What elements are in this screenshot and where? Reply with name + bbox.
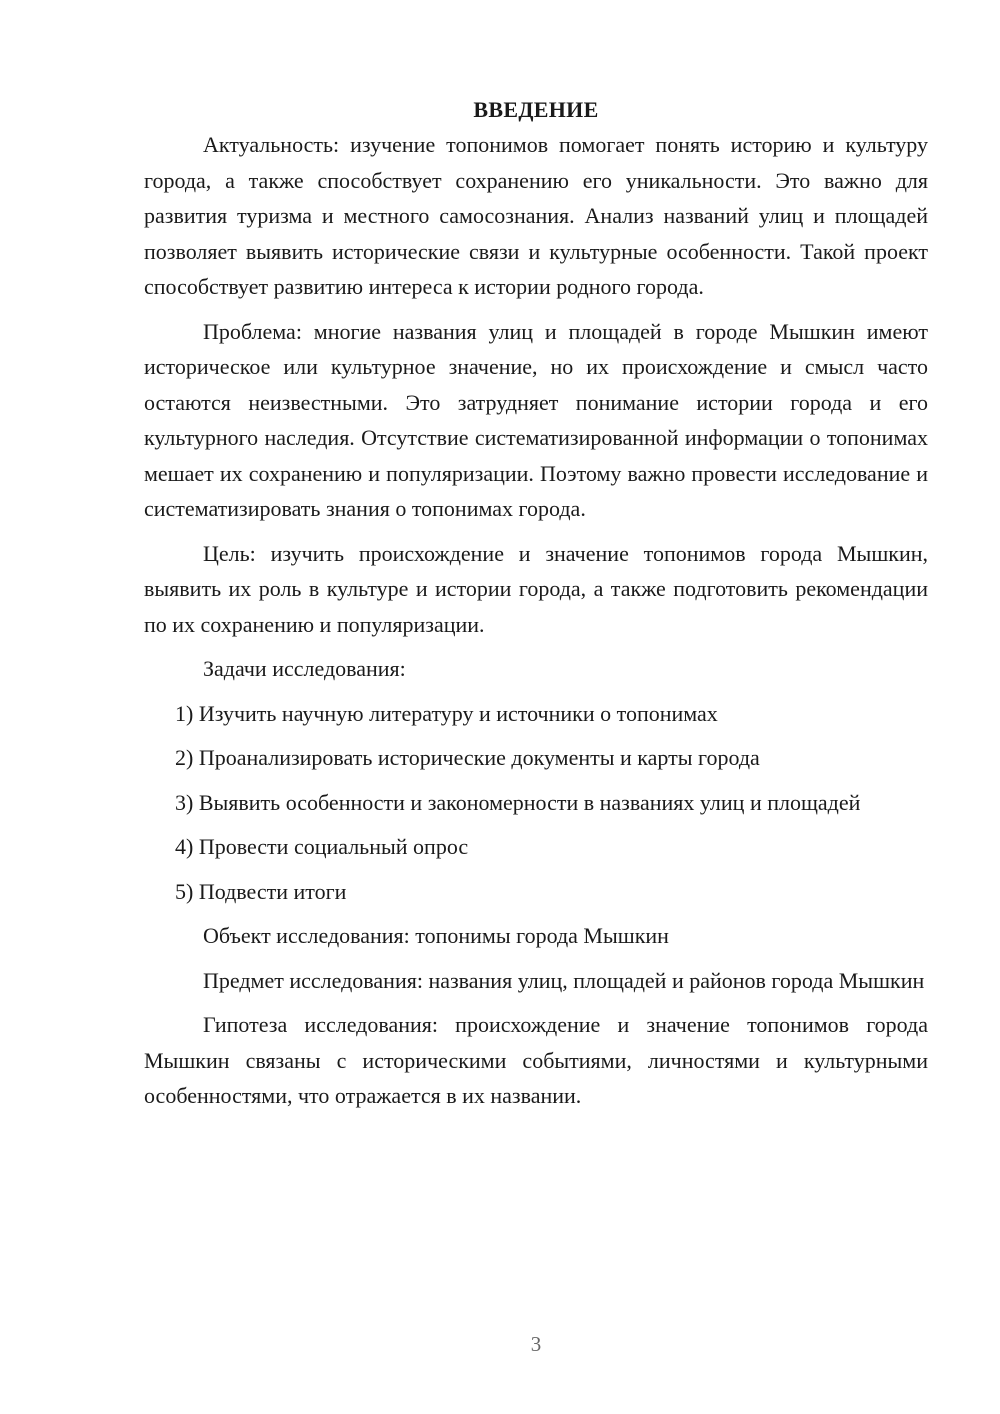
goal-paragraph: Цель: изучить происхождение и значение топонимов города Мышкин, выявить их роль в культуре и истории города, а также подготовить рекомендации по их сохранению и популяризации. (144, 540, 928, 637)
section-heading: ВВЕДЕНИЕ (473, 97, 599, 122)
page-number: 3 (530, 1332, 542, 1356)
task-item: 1) Изучить научную литературу и источники о топонимах (175, 700, 718, 726)
task-item: 2) Проанализировать исторические документы и карты города (175, 745, 760, 770)
object-paragraph: Объект исследования: топонимы города Мышкин (203, 923, 669, 948)
hypothesis-paragraph: Гипотеза исследования: происхождение и значение топонимов города Мышкин связаны с историческими событиями, личностями и культурными особенностями, что отражается в их названии. (144, 1012, 928, 1108)
document-page (144, 92, 928, 1114)
tasks-heading: Задачи исследования: (203, 656, 406, 681)
problem-paragraph: Проблема: многие названия улиц и площадей в городе Мышкин имеют историческое или культурное значение, но их происхождение и смысл часто остаются неизвестными. Это затрудняет понимание истории города и его культурного наследия. Отсутствие систематизированной информации о топонимах мешает их сохранению и популяризации. Поэтому важно провести исследование и систематизировать знания о топонимах города. (144, 318, 928, 521)
task-item: 5) Подвести итоги (175, 878, 347, 904)
subject-paragraph: Предмет исследования: названия улиц, площадей и районов города Мышкин (203, 967, 925, 993)
relevance-paragraph: Актуальность: изучение топонимов помогает понять историю и культуру города, а также способствует сохранению его уникальности. Это важно для развития туризма и местного самосознания. Анализ названий улиц и площадей позволяет выявить исторические связи и культурные особенности. Такой проект способствует развитию интереса к истории родного города. (144, 132, 928, 299)
task-item: 3) Выявить особенности и закономерности в названиях улиц и площадей (175, 789, 861, 815)
task-item: 4) Провести социальный опрос (175, 834, 469, 859)
